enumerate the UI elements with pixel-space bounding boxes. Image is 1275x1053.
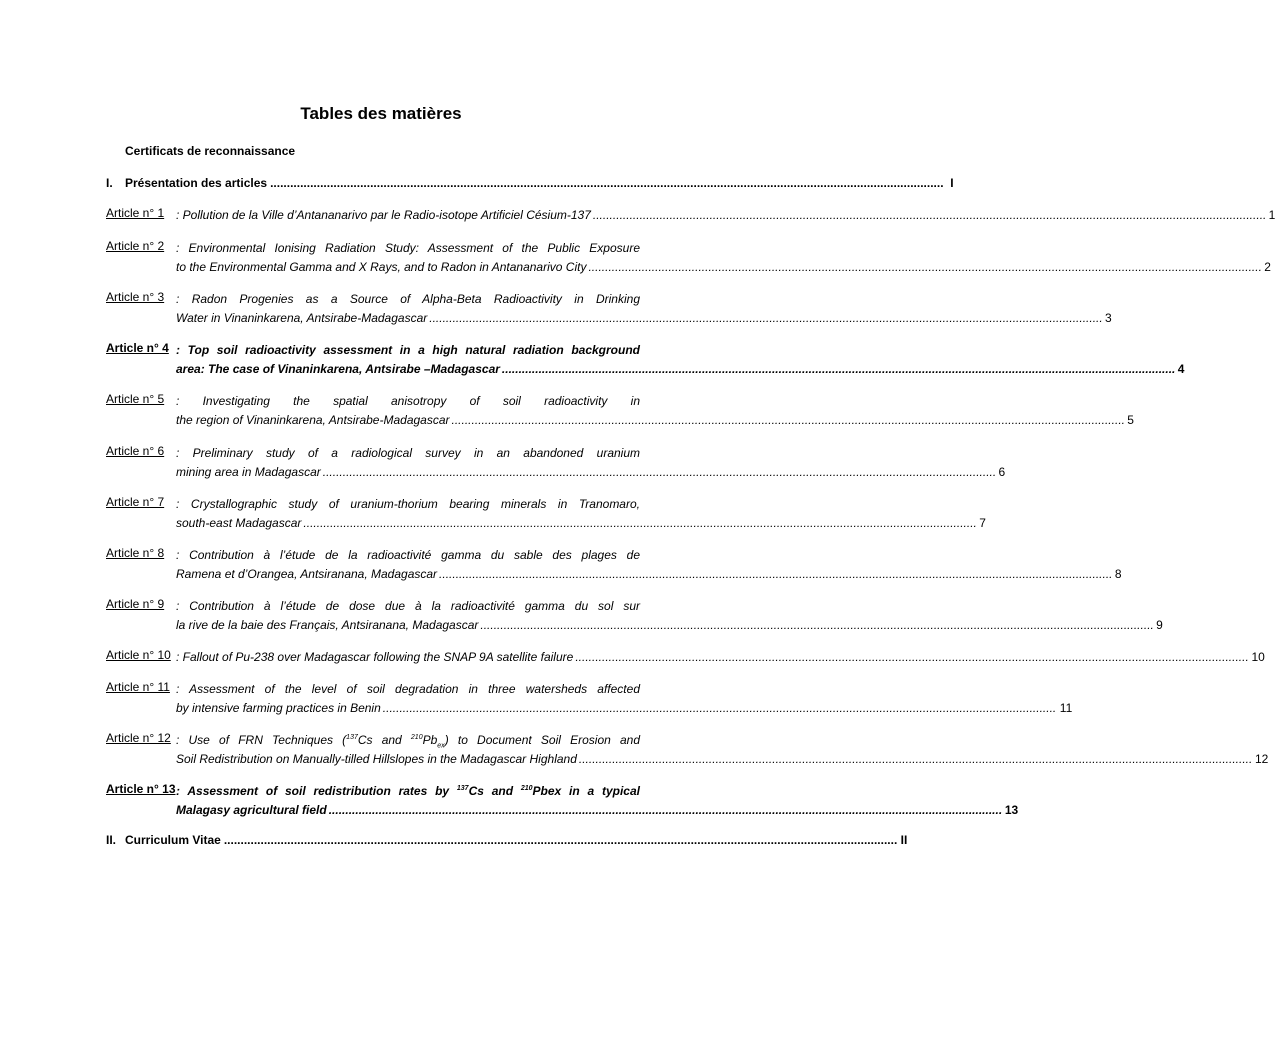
dot-leader: .......................................................................................................................................................................................................... [578,752,1253,766]
section-page: I [950,176,954,190]
article-title-line1 [176,731,640,750]
title-fragment: Cs and [357,733,411,747]
article-title-line2: by intensive farming practices in Benin [176,701,381,715]
page-title: Tables des matières [300,104,462,123]
article-title: : Fallout of Pu-238 over Madagascar following the SNAP 9A satellite failure [176,650,574,664]
dot-leader: .......................................................................................................................................................................................................... [480,618,1154,632]
section-number: II. [106,833,117,847]
title-fragment: ) to Document Soil Erosion and [444,733,640,747]
title-fragment: : Assessment of soil redistribution rates by [176,784,457,798]
article-title: : Pollution de la Ville d’Antananarivo par le Radio-isotope Artificiel Césium-137 [176,208,591,222]
article-page: 12 [1254,752,1269,766]
article-page: 3 [1105,311,1112,325]
dot-leader: .......................................................................................................................................................................................................... [322,465,997,479]
article-page: 8 [1114,567,1122,581]
isotope-superscript: 210 [520,785,533,792]
article-label: Article n° 8 [106,546,165,560]
article-page: 7 [979,516,986,530]
article-title-line1: : Assessment of the level of soil degradation in three watersheds affected [176,682,640,696]
section-page: II [900,833,908,847]
section-title: Présentation des articles [125,176,268,190]
article-label: Article n° 11 [106,680,170,694]
isotope-superscript: 137 [456,785,469,792]
dot-leader: .......................................................................................................................................................................................................... [588,260,1262,274]
dot-leader: .......................................................................................................................................................................................................... [592,208,1267,222]
dot-leader: .......................................................................................................................................................................................................... [439,567,1113,581]
article-title-line2: the region of Vinaninkarena, Antsirabe-Madagascar [176,413,450,427]
dot-leader: .......................................................................................................................................................................................................... [501,362,1176,376]
article-label: Article n° 5 [106,392,165,406]
article-page: 11 [1059,701,1073,715]
dot-leader: .......................................................................................................................................................................................................... [575,650,1249,664]
dot-leader: .......................................................................................................................................................................................................... [328,803,1003,817]
dot-leader: .......................................................................................................................................................................................................... [270,176,944,190]
article-label: Article n° 4 [106,341,169,355]
article-title-line1: : Contribution à l’étude de dose due à la radioactivité gamma du sol sur [176,599,640,613]
article-label: Article n° 6 [106,444,165,458]
article-title-line1: : Crystallographic study of uranium-thorium bearing minerals in Tranomaro, [176,497,640,511]
article-page: 1 [1268,208,1275,222]
article-title-line2: Soil Redistribution on Manually-tilled Hillslopes in the Madagascar Highland [176,752,577,766]
article-page: 10 [1251,650,1265,664]
title-fragment: Pbex in a typical [532,784,640,798]
article-title-line2: la rive de la baie des Français, Antsiranana, Madagascar [176,618,479,632]
article-label: Article n° 13 [106,782,176,796]
dot-leader: .......................................................................................................................................................................................................... [223,833,898,847]
article-title-line2: Malagasy agricultural field [176,803,327,817]
article-title-line2: Ramena et d’Orangea, Antsiranana, Madagascar [176,567,438,581]
dot-leader: .......................................................................................................................................................................................................... [451,413,1125,427]
article-label: Article n° 7 [106,495,165,509]
certificates-entry[interactable]: Certificats de reconnaissance [125,144,296,158]
article-title-line1: : Top soil radioactivity assessment in a high natural radiation background [176,343,640,357]
toc-section-curriculum[interactable] [106,833,908,848]
article-title-line1: : Investigating the spatial anisotropy of soil radioactivity in [176,394,640,408]
article-page: 9 [1156,618,1163,632]
article-title-line2: Water in Vinaninkarena, Antsirabe-Madagascar [176,311,428,325]
article-page: 4 [1177,362,1185,376]
article-title-line1: : Preliminary study of a radiological survey in an abandoned uranium [176,446,640,460]
article-label: Article n° 1 [106,206,165,220]
article-label: Article n° 3 [106,290,165,304]
article-title-line2: to the Environmental Gamma and X Rays, and to Radon in Antananarivo City [176,260,587,274]
section-title: Curriculum Vitae [125,833,221,847]
article-label: Article n° 9 [106,597,165,611]
dot-leader: .......................................................................................................................................................................................................... [429,311,1103,325]
title-fragment: Pb [422,733,438,747]
isotope-superscript: 210 [410,734,423,741]
article-label: Article n° 2 [106,239,165,253]
dot-leader: .......................................................................................................................................................................................................... [303,516,977,530]
isotope-subscript: ex [437,742,445,750]
article-label: Article n° 12 [106,731,171,745]
title-fragment: Cs and [468,784,521,798]
toc-section-presentation[interactable] [106,176,954,191]
section-number: I. [106,176,113,190]
title-fragment: : Use of FRN Techniques ( [176,733,347,747]
article-title-line1: : Contribution à l’étude de la radioactivité gamma du sable des plages de [176,548,640,562]
article-title-line2: south-east Madagascar [176,516,302,530]
article-page: 5 [1127,413,1134,427]
article-title-line2: area: The case of Vinaninkarena, Antsirabe –Madagascar [176,362,500,376]
article-page: 6 [998,465,1006,479]
dot-leader: .......................................................................................................................................................................................................... [382,701,1057,715]
article-title-line1 [176,782,640,801]
isotope-superscript: 137 [346,734,358,741]
article-title-line2: mining area in Madagascar [176,465,321,479]
article-label: Article n° 10 [106,648,171,662]
article-title-line1: : Radon Progenies as a Source of Alpha-Beta Radioactivity in Drinking [176,292,640,306]
article-page: 2 [1264,260,1271,274]
article-title-line1: : Environmental Ionising Radiation Study: Assessment of the Public Exposure [176,241,640,255]
article-page: 13 [1004,803,1019,817]
